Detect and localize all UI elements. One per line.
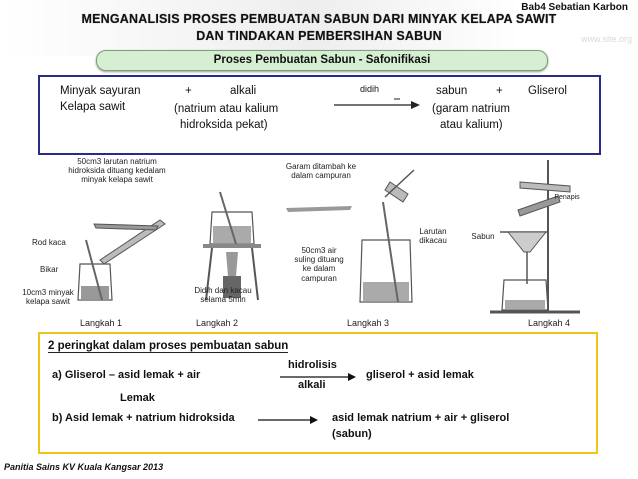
watermark: www.site.org — [580, 34, 632, 44]
chapter-label: Bab4 Sebatian Karbon — [521, 2, 628, 13]
stage-b-left: b) Asid lemak + natrium hidroksida — [52, 412, 235, 424]
stage-a-left: a) Gliserol – asid lemak + air — [52, 369, 201, 381]
plus-sign-1: + — [185, 85, 192, 97]
label-filter: Penapis — [554, 194, 580, 201]
stage-b-right-line2: (sabun) — [332, 428, 372, 440]
plus-sign-2: + — [496, 85, 503, 97]
reactant-oil-line1: Minyak sayuran — [60, 85, 141, 97]
label-rod: Rod kaca — [32, 238, 66, 247]
label-soap: Sabun — [471, 232, 495, 241]
alkali-note-line1: (natrium atau kalium — [174, 103, 279, 115]
stage-a-below: Lemak — [120, 392, 155, 404]
label-boil: Didih dan kacau selama 5min — [194, 286, 252, 305]
footer-credit: Panitia Sains KV Kuala Kangsar 2013 — [4, 462, 164, 472]
alkali-note-line2: hidroksida pekat) — [180, 119, 268, 131]
label-water: 50cm3 air suling dituang ke dalam campuran — [294, 246, 344, 283]
soap-note-line1: (garam natrium — [432, 103, 510, 115]
reaction-arrow-icon — [332, 93, 422, 113]
saponification-equation-box — [38, 75, 601, 155]
label-naoh: 50cm3 larutan natrium hidroksida dituang kedalam minyak kelapa sawit — [68, 157, 166, 185]
reactant-oil-line2: Kelapa sawit — [60, 101, 126, 113]
stage-b-right-line1: asid lemak natrium + air + gliserol — [332, 412, 510, 424]
reaction-condition: didih — [360, 84, 380, 94]
reactant-alkali: alkali — [230, 85, 257, 97]
step-3-label: Langkah 3 — [347, 318, 390, 328]
section-subtitle: Proses Pembuatan Sabun - Safonifikasi — [96, 50, 548, 71]
product-soap: sabun — [436, 85, 468, 97]
stage-a-catalyst-top: hidrolisis — [288, 359, 337, 371]
label-beaker: Bikar — [40, 265, 59, 274]
page-title-line2: DAN TINDAKAN PEMBERSIHAN SABUN — [196, 29, 442, 43]
soap-note-line2: atau kalium) — [440, 119, 503, 131]
header-banner — [0, 0, 520, 56]
stage-a-catalyst-bottom: alkali — [298, 379, 326, 391]
product-glycerol: Gliserol — [528, 85, 567, 97]
label-solution: Larutan dikacau — [419, 227, 447, 246]
stages-box — [38, 332, 598, 454]
label-oil: 10cm3 minyak kelapa sawit — [22, 288, 74, 307]
stage-a-right: gliserol + asid lemak — [366, 369, 474, 381]
step-4-label: Langkah 4 — [528, 318, 571, 328]
step2-apparatus — [203, 192, 261, 300]
step-2-label: Langkah 2 — [196, 318, 239, 328]
step-1-label: Langkah 1 — [80, 318, 123, 328]
label-salt: Garam ditambah ke dalam campuran — [285, 162, 357, 181]
page-title-line1: MENGANALISIS PROSES PEMBUATAN SABUN DARI MINYAK KELAPA SAWIT — [81, 12, 557, 26]
step4-apparatus — [490, 160, 580, 312]
stage-b-arrow-icon — [256, 416, 320, 424]
stages-title: 2 peringkat dalam proses pembuatan sabun — [48, 340, 289, 352]
step1-apparatus — [78, 220, 165, 300]
